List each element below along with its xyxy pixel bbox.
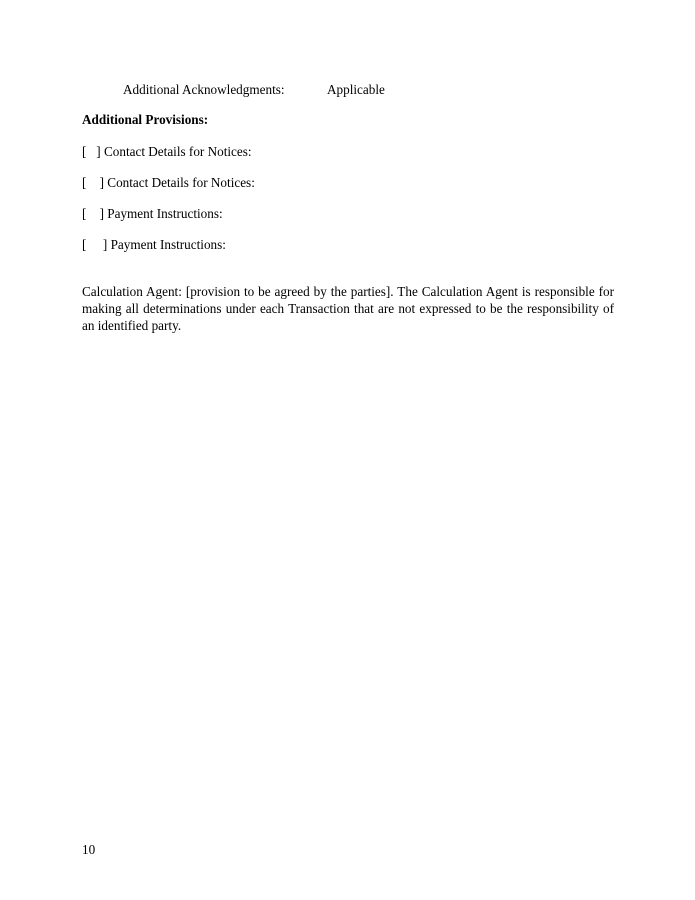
provision-contact-details-1: [ ] Contact Details for Notices:: [82, 144, 252, 159]
additional-acknowledgments-row: [123, 82, 385, 98]
page-number: 10: [82, 842, 96, 857]
provision-payment-instructions-1: [ ] Payment Instructions:: [82, 206, 223, 221]
provision-payment-instructions-2: [ ] Payment Instructions:: [82, 237, 226, 252]
additional-provisions-heading: Additional Provisions:: [82, 112, 209, 127]
provision-contact-details-2: [ ] Contact Details for Notices:: [82, 175, 255, 190]
calculation-agent-paragraph: Calculation Agent: [provision to be agreed by the parties]. The Calculation Agent is responsible for making all determinations under each Transaction that are not expressed to be the responsibility of an identified party.: [82, 284, 614, 333]
additional-acknowledgments-label: Additional Acknowledgments:: [123, 82, 285, 97]
additional-acknowledgments-value: Applicable: [327, 82, 385, 97]
